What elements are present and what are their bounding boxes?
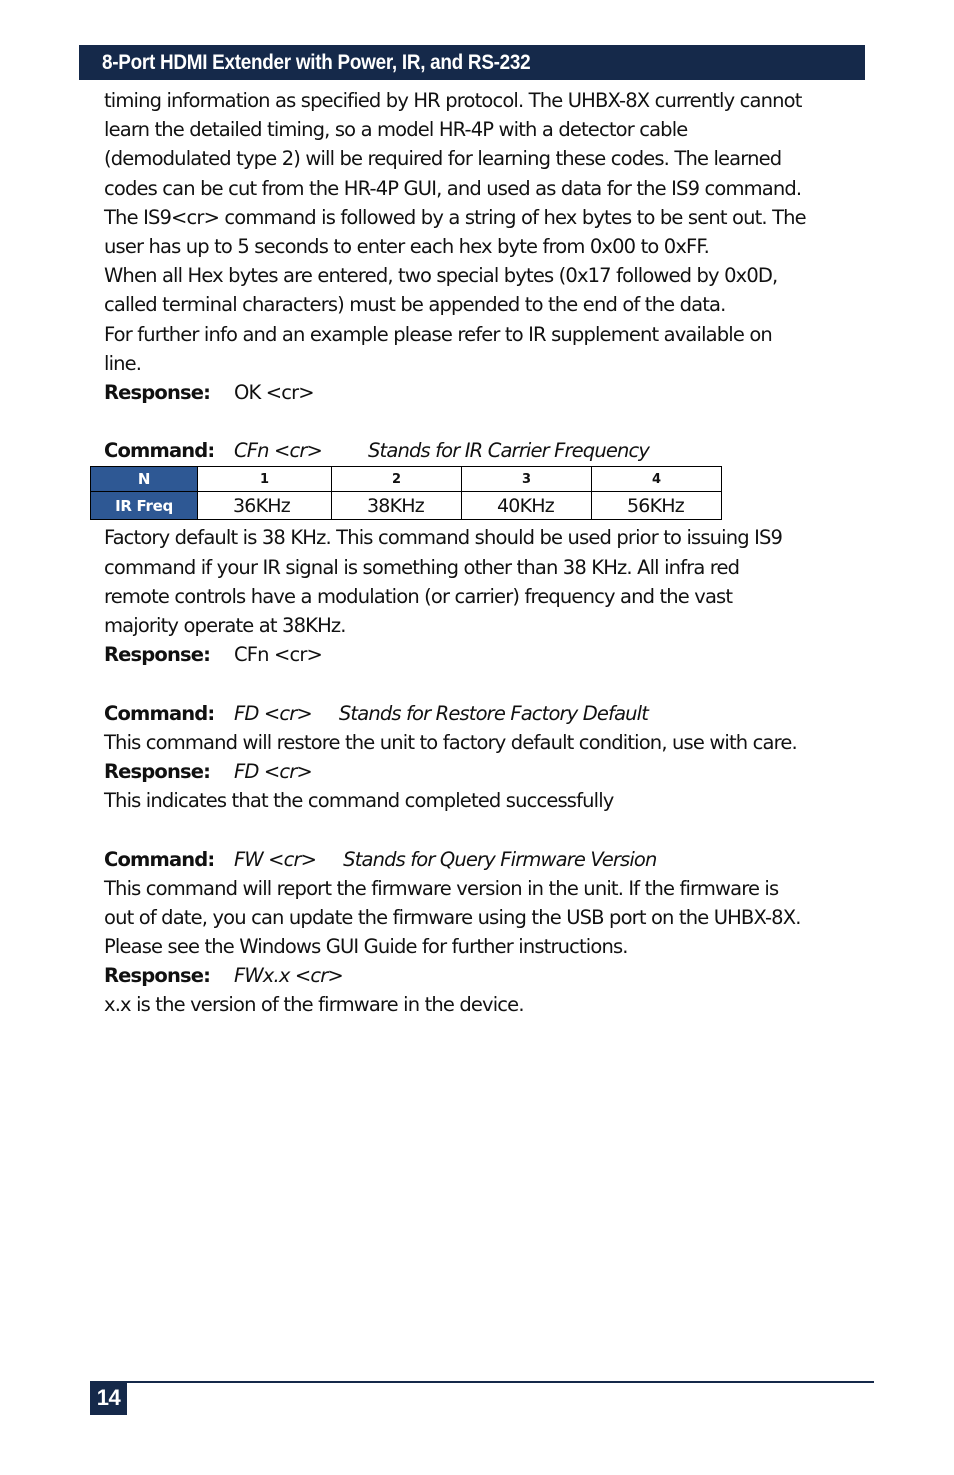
- command-label: Command:: [104, 847, 215, 871]
- cf-response-line: [104, 640, 874, 669]
- command-description: Stands for Restore Factory Default: [338, 701, 649, 725]
- response-label: Response:: [104, 759, 211, 783]
- command-code: CFn <cr>: [234, 439, 323, 463]
- response-value: OK <cr>: [234, 380, 314, 404]
- table-cell: 40KHz: [462, 492, 592, 520]
- body-line: This command will restore the unit to factory default condition, use with care.: [104, 730, 797, 754]
- body-line: called terminal characters) must be appended to the end of the data.: [104, 293, 726, 317]
- body-line: command if your IR signal is something other than 38 KHz. All infra red: [104, 555, 740, 579]
- response-value: CFn <cr>: [234, 643, 323, 667]
- document-body: [104, 86, 874, 1020]
- command-description: Stands for Query Firmware Version: [343, 847, 657, 871]
- table-header-n: N: [91, 467, 198, 492]
- command-code: FW <cr>: [234, 847, 317, 871]
- body-line: Please see the Windows GUI Guide for further instructions.: [104, 935, 628, 959]
- body-line: The IS9<cr> command is followed by a string of hex bytes to be sent out. The: [104, 205, 806, 229]
- body-line: When all Hex bytes are entered, two special bytes (0x17 followed by 0x0D,: [104, 264, 778, 288]
- table-cell: 36KHz: [198, 492, 332, 520]
- table-header-row: [91, 467, 722, 492]
- command-description: Stands for IR Carrier Frequency: [368, 439, 650, 463]
- table-column-header: 4: [592, 467, 722, 492]
- fd-command-line: [104, 699, 874, 728]
- table-column-header: 2: [332, 467, 462, 492]
- table-cell: 38KHz: [332, 492, 462, 520]
- fw-response-line: [104, 961, 874, 990]
- is9-response-line: [104, 378, 874, 407]
- body-line: This command will report the firmware version in the unit. If the firmware is: [104, 876, 779, 900]
- response-value: FWx.x <cr>: [234, 964, 343, 988]
- cf-command-line: [104, 436, 874, 465]
- table-row-label: IR Freq: [91, 492, 198, 520]
- body-line: remote controls have a modulation (or carrier) frequency and the vast: [104, 584, 733, 608]
- body-line: (demodulated type 2) will be required for learning these codes. The learned: [104, 147, 782, 171]
- body-line: Factory default is 38 KHz. This command should be used prior to issuing IS9: [104, 526, 783, 550]
- command-label: Command:: [104, 439, 215, 463]
- page-number: 14: [90, 1381, 127, 1415]
- table-row: [91, 492, 722, 520]
- footer-rule: [90, 1381, 874, 1383]
- table-column-header: 1: [198, 467, 332, 492]
- fd-response-line: [104, 757, 874, 786]
- spacer: [104, 407, 874, 436]
- body-line: learn the detailed timing, so a model HR-4P with a detector cable: [104, 118, 688, 142]
- fw-command-line: [104, 845, 874, 874]
- body-line: For further info and an example please refer to IR supplement available on: [104, 322, 772, 346]
- body-line: timing information as specified by HR protocol. The UHBX-8X currently cannot: [104, 89, 802, 112]
- page-header: [79, 45, 865, 80]
- body-line: codes can be cut from the HR-4P GUI, and used as data for the IS9 command.: [104, 176, 802, 200]
- spacer: [104, 815, 874, 844]
- ir-frequency-table: [90, 466, 722, 520]
- body-line: This indicates that the command completed successfully: [104, 789, 614, 813]
- table-cell: 56KHz: [592, 492, 722, 520]
- spacer: [104, 669, 874, 698]
- body-line: out of date, you can update the firmware using the USB port on the UHBX-8X.: [104, 905, 801, 929]
- response-label: Response:: [104, 380, 211, 404]
- command-code: FD <cr>: [234, 701, 312, 725]
- body-line: line.: [104, 351, 142, 375]
- table-column-header: 3: [462, 467, 592, 492]
- body-line: user has up to 5 seconds to enter each hex byte from 0x00 to 0xFF.: [104, 234, 709, 258]
- body-line: majority operate at 38KHz.: [104, 614, 346, 637]
- header-title: 8-Port HDMI Extender with Power, IR, and RS-232: [102, 51, 531, 74]
- response-label: Response:: [104, 643, 211, 667]
- response-value: FD <cr>: [234, 759, 312, 783]
- body-line: x.x is the version of the firmware in the device.: [104, 993, 524, 1017]
- command-label: Command:: [104, 701, 215, 725]
- response-label: Response:: [104, 964, 211, 988]
